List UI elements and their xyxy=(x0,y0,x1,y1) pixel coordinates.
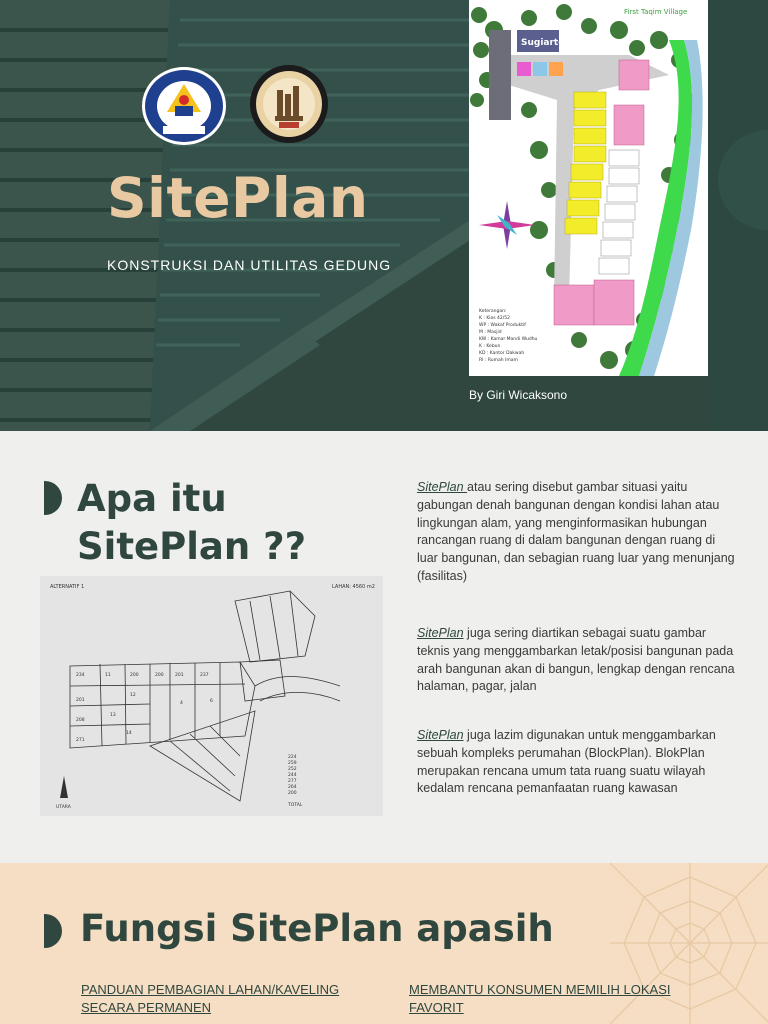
svg-text:259: 259 xyxy=(288,761,297,766)
svg-text:TOTAL: TOTAL xyxy=(288,803,303,808)
page-subtitle: KONSTRUKSI DAN UTILITAS GEDUNG xyxy=(107,257,392,273)
svg-text:RI : Rumah Imam: RI : Rumah Imam xyxy=(479,358,518,363)
fungsi-item-2[interactable]: MEMBANTU KONSUMEN MEMILIH LOKASI FAVORIT xyxy=(409,982,671,1015)
svg-text:271: 271 xyxy=(76,738,85,743)
svg-text:12: 12 xyxy=(130,693,136,698)
intro-section xyxy=(0,431,768,863)
intro-heading: Apa itu SitePlan ?? xyxy=(77,477,307,568)
siteplan-link-2[interactable]: SitePlan xyxy=(417,626,464,640)
svg-text:4: 4 xyxy=(180,701,183,706)
svg-text:LAHAN: 4560 m2: LAHAN: 4560 m2 xyxy=(332,584,375,590)
svg-text:11: 11 xyxy=(105,673,111,678)
svg-text:KD : Kantor Dakwah: KD : Kantor Dakwah xyxy=(479,351,525,356)
svg-text:Sugiarto: Sugiarto xyxy=(521,38,565,48)
fungsi-item-1[interactable]: PANDUAN PEMBAGIAN LAHAN/KAVELING SECARA PERMANEN xyxy=(81,982,340,1015)
heading-bullet-icon xyxy=(44,481,62,515)
svg-text:252: 252 xyxy=(288,767,297,772)
svg-text:264: 264 xyxy=(288,785,297,790)
school-logo-icon xyxy=(141,66,227,146)
svg-text:UTARA: UTARA xyxy=(56,805,71,810)
page-title: SitePlan xyxy=(107,166,369,230)
svg-text:234: 234 xyxy=(76,673,85,678)
fungsi-section xyxy=(0,863,768,1024)
siteplan-map-image xyxy=(469,0,708,376)
paragraph-1-text: atau sering disebut gambar situasi yaitu gabungan denah bangunan dengan kondisi lahan atau lingkungan alam, yang menginformasikan hubungan rancangan ruang di dalam bangunan dengan ruang di luar bangunan, dan sebagian ruang luar yang menunjang (fasilitas) xyxy=(417,480,735,583)
svg-text:Keterangan:: Keterangan: xyxy=(479,309,507,314)
svg-text:KW : Kamar Mandi Wudhu: KW : Kamar Mandi Wudhu xyxy=(479,337,538,342)
block-plan-drawing xyxy=(40,576,383,816)
svg-text:13: 13 xyxy=(110,713,116,718)
svg-text:200: 200 xyxy=(155,673,164,678)
paragraph-2-text: juga sering diartikan sebagai suatu gambar teknis yang menggambarkan letak/posisi bangunan pada arah bangunan akan di bangun, lengkap dengan rencana halaman, pagar, jalan xyxy=(417,626,735,694)
svg-text:237: 237 xyxy=(200,673,209,678)
siteplan-link-3[interactable]: SitePlan xyxy=(417,728,464,742)
paragraph-2 xyxy=(417,625,737,696)
svg-text:224: 224 xyxy=(288,755,297,760)
svg-text:M : Masjid: M : Masjid xyxy=(479,330,502,335)
svg-text:6: 6 xyxy=(210,699,213,704)
svg-text:244: 244 xyxy=(288,773,297,778)
paragraph-1 xyxy=(417,479,737,586)
svg-text:200: 200 xyxy=(130,673,139,678)
svg-text:201: 201 xyxy=(175,673,184,678)
svg-text:First Taqim Village: First Taqim Village xyxy=(624,8,688,16)
svg-text:208: 208 xyxy=(76,718,85,723)
svg-text:200: 200 xyxy=(288,791,297,796)
paragraph-3 xyxy=(417,727,737,798)
svg-text:WP : Wakaf Produktif: WP : Wakaf Produktif xyxy=(479,323,526,328)
svg-text:ALTERNATIF 1: ALTERNATIF 1 xyxy=(50,584,85,590)
hero-section xyxy=(0,0,768,431)
paragraph-3-text: juga lazim digunakan untuk menggambarkan sebuah kompleks perumahan (BlockPlan). BlokPlan merupakan rencana umum tata ruang suatu wilayah kedalam rencana pemanfaatan ruang kawasan xyxy=(417,728,716,796)
heading-bullet-icon xyxy=(44,914,62,948)
svg-text:K : Kebun: K : Kebun xyxy=(479,344,501,349)
dpib-logo-icon xyxy=(249,64,330,144)
author-credit: By Giri Wicaksono xyxy=(469,388,568,402)
svg-text:K : Kios 42/52: K : Kios 42/52 xyxy=(479,316,511,321)
svg-text:201: 201 xyxy=(76,698,85,703)
siteplan-link-1[interactable]: SitePlan xyxy=(417,480,468,494)
svg-text:277: 277 xyxy=(288,779,297,784)
svg-text:14: 14 xyxy=(126,731,132,736)
fungsi-heading: Fungsi SitePlan apasih xyxy=(80,907,554,950)
